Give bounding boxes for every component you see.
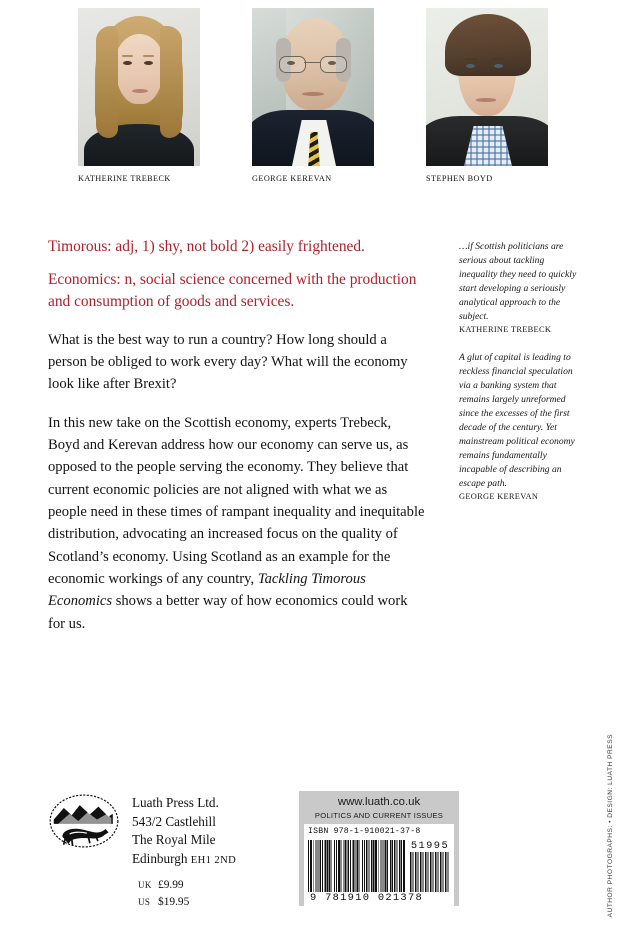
price-row-us (138, 894, 236, 911)
back-cover-copy (48, 236, 426, 651)
portrait-eye-right (144, 61, 153, 65)
price-amount-us: $19.95 (158, 896, 190, 909)
review-quote-attribution: KATHERINE TREBECK (459, 325, 552, 334)
barcode-area (304, 824, 454, 906)
portrait-face (115, 34, 164, 104)
portrait-eye-right (494, 64, 503, 68)
publisher-postcode: EH1 2ND (190, 855, 237, 867)
definition-economics: Economics: n, social science concerned with the production and consumption of goods and services. (48, 270, 417, 310)
portrait-eyebrow-left (122, 55, 133, 57)
portrait-eye-left (123, 61, 132, 65)
author-name-caption: STEPHEN BOYD (426, 174, 493, 183)
blurb-paragraph-2 (48, 412, 426, 635)
portrait-stephen-boyd (426, 8, 548, 166)
portrait-hair-strand-left (96, 26, 118, 138)
publisher-name: Luath Press Ltd. (132, 795, 219, 810)
portrait-mouth (302, 92, 324, 96)
portrait-eye-left (466, 64, 475, 68)
barcode-addon-digits: 51995 (410, 839, 450, 852)
portrait-katherine-trebeck (78, 8, 200, 166)
publisher-address-line-2: The Royal Mile (132, 832, 216, 848)
publisher-block (48, 792, 236, 911)
barcode-panel (299, 791, 459, 906)
publisher-address-line-1: 543/2 Castlehill (132, 813, 216, 829)
price-currency-uk: UK (138, 879, 152, 890)
book-title-mention: Tackling Timorous Economics (48, 570, 366, 610)
blurb-paragraph-1: What is the best way to run a country? How long should a person be obliged to work every day? What will the economy look like after Brexit? (48, 331, 408, 393)
ean13-digits: 9 781910 021378 (310, 891, 424, 904)
luath-press-logo-icon (48, 792, 120, 850)
portrait-glasses-left (279, 56, 306, 73)
review-quote-text: A glut of capital is leading to reckless financial speculation via a banking system that remains largely unreformed since the excesses of the first decade of the century. Yet mainstream political economy remains fundamentally incapable of describing an escape path. (459, 352, 575, 489)
author-name-caption: GEORGE KEREVAN (252, 174, 332, 183)
ean5-addon-bars-icon (410, 852, 450, 892)
blurb-text-after-title: shows a better way of how economics could work for us. (48, 593, 408, 632)
barcode-addon-group (410, 840, 450, 892)
publisher-city: Edinburgh (132, 851, 188, 867)
review-quotes-sidebar (459, 240, 577, 518)
review-quote-attribution: GEORGE KEREVAN (459, 492, 539, 501)
photo-and-design-credit: AUTHOR PHOTOGRAPHS: • DESIGN: LUATH PRESS (607, 733, 615, 917)
definition-timorous: Timorous: adj, 1) shy, not bold 2) easily frightened. (48, 238, 365, 255)
portrait-glasses-right (320, 56, 347, 73)
portrait-eyebrow-right (143, 55, 154, 57)
portrait-hair-strand-right (160, 26, 182, 138)
price-list (132, 877, 236, 911)
author-photo-cell (252, 8, 374, 191)
price-currency-us: US (138, 897, 151, 908)
author-photo-cell (426, 8, 548, 191)
price-row-uk (138, 877, 236, 894)
blurb-text-before-title: In this new take on the Scottish economy, experts Trebeck, Boyd and Kerevan address how our economy can serve us, as opposed to the people serving the economy. They believe that current economic policies are not aligned with what we as people need in these times of rampant inequality and inequitable distribution, advocating an increased focus on the quality of Scotland’s economy. Using Scotland as an example for the economic workings of any country, (48, 414, 425, 587)
price-amount-uk: £9.99 (158, 878, 184, 891)
portrait-mouth (132, 89, 148, 93)
isbn-label: ISBN 978-1-910021-37-8 (308, 826, 421, 836)
review-quote-text: …if Scottish politicians are serious about tackling inequality they need to quickly start developing a seriously analytical approach to the subject. (459, 241, 577, 322)
author-name-caption: KATHERINE TREBECK (78, 174, 171, 183)
author-photo-cell (78, 8, 200, 191)
barcode-bars-row (308, 840, 450, 892)
publisher-details (132, 792, 236, 911)
publisher-city-postcode (132, 850, 236, 869)
portrait-george-kerevan (252, 8, 374, 166)
publisher-website-url[interactable]: www.luath.co.uk (337, 796, 421, 808)
book-category-label: POLITICS AND CURRENT ISSUES (314, 810, 444, 820)
portrait-glasses-bridge (304, 62, 320, 63)
author-photo-strip (78, 8, 548, 191)
portrait-mouth (476, 98, 496, 102)
ean13-bars-icon (308, 840, 406, 892)
